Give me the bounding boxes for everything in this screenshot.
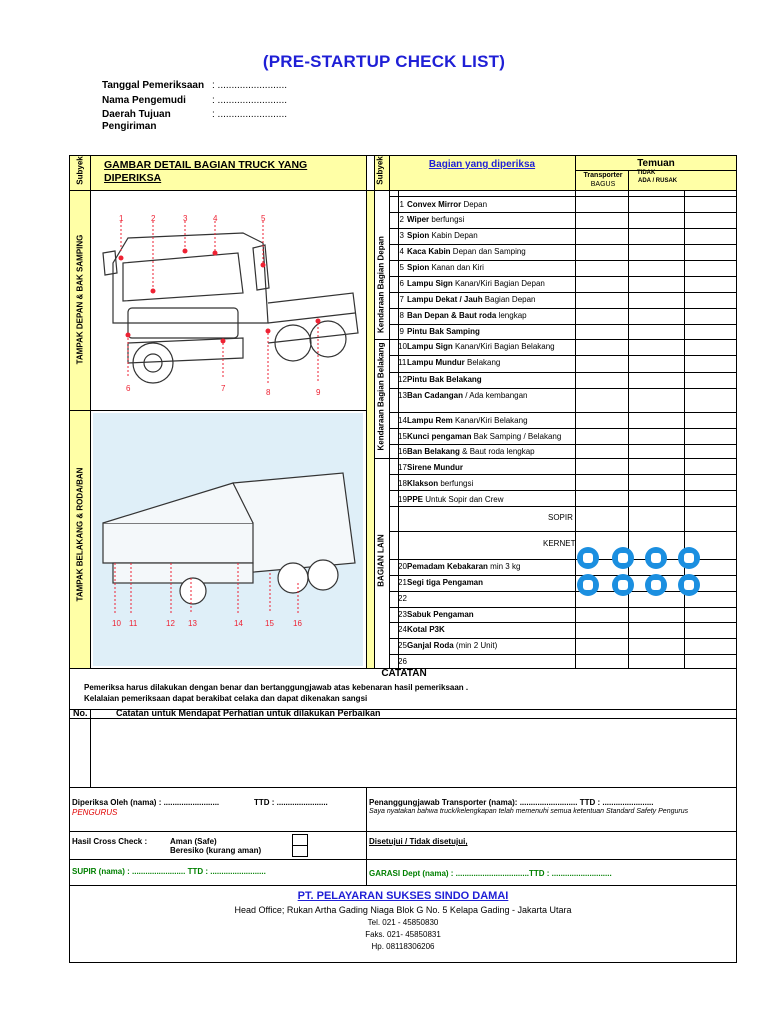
left-header-title: GAMBAR DETAIL BAGIAN TRUCK YANG DIPERIKSA	[104, 159, 308, 184]
pengurus-label: PENGURUS	[72, 808, 118, 817]
diperiksa-oleh[interactable]: Diperiksa Oleh (nama) : .........................	[72, 798, 220, 807]
tidak-header: TIDAK	[637, 170, 656, 176]
item-20: 20Pemadam Kebakaran min 3 kg	[398, 562, 521, 571]
item-4: 4 Kaca Kabin Depan dan Samping	[399, 247, 526, 256]
item-21: 21Segi tiga Pengaman	[398, 578, 484, 587]
item-19: 19PPE Untuk Sopir dan Crew	[398, 495, 504, 504]
transporter-header: Transporter	[583, 172, 623, 179]
item-17: 17Sirene Mundur	[398, 463, 464, 472]
item-12: 12Pintu Bak Belakang	[398, 375, 482, 384]
group-lain-label: BAGIAN LAIN	[376, 534, 386, 587]
aman-label: Aman (Safe)	[170, 837, 217, 846]
callout-7: 7	[221, 384, 226, 393]
bagian-header: Bagian yang diperiksa	[428, 159, 536, 170]
callout-16: 16	[293, 619, 302, 628]
right-subyek-label: Subyek	[375, 156, 385, 185]
company-hp: Hp. 08118306206	[371, 942, 435, 951]
mid-strip-bg	[366, 190, 374, 668]
callout-14: 14	[234, 619, 243, 628]
item-13: 13Ban Cadangan / Ada kembangan	[398, 391, 528, 400]
info-date	[102, 80, 287, 92]
info-driver-label: Nama Pengemudi	[102, 95, 186, 106]
callout-6: 6	[126, 384, 131, 393]
truck-front-drawing	[93, 193, 363, 407]
page-title: (PRE-STARTUP CHECK LIST)	[262, 52, 506, 71]
item-2: 2 Wiper berfungsi	[399, 215, 465, 224]
item-24: 24Kotal P3K	[398, 625, 445, 634]
info-date-label: Tanggal Pemeriksaan	[102, 80, 205, 91]
callout-13: 13	[188, 619, 197, 628]
item-18: 18Klakson berfungsi	[398, 479, 474, 488]
item-8: 8 Ban Depan & Baut roda lengkap	[399, 311, 527, 320]
item-11: 11Lampu Mundur Belakang	[398, 358, 501, 367]
temuan-header: Temuan	[637, 158, 675, 169]
item-7: 7 Lampu Dekat / Jauh Bagian Depan	[399, 295, 536, 304]
disetujui-label: Disetujui / Tidak disetujui,	[369, 837, 468, 846]
callout-2: 2	[151, 214, 156, 223]
catatan-col-header: Catatan untuk Mendapat Perhatian untuk dilakukan Perbaikan	[116, 708, 381, 718]
item-5: 5 Spion Kanan dan Kiri	[399, 263, 484, 272]
bagus-header: BAGUS	[590, 181, 616, 188]
view-front-label: TAMPAK DEPAN & BAK SAMPING	[75, 234, 85, 365]
group-belakang-label: Kendaraan Bagian Belakang	[376, 342, 386, 451]
kernet-label: KERNET	[543, 539, 576, 548]
ttd-pemeriksa[interactable]: TTD : .......................	[254, 798, 328, 807]
info-driver	[102, 95, 287, 107]
sopir-label: SOPIR	[548, 513, 573, 522]
catatan-no-header: No.	[73, 708, 88, 718]
garasi-signature[interactable]: GARASI Dept (nama) : .................................TTD : ...........................	[369, 869, 612, 878]
catatan-title: CATATAN	[381, 668, 427, 679]
item-16: 16Ban Belakang & Baut roda lengkap	[398, 447, 535, 456]
item-22: 22	[398, 594, 407, 603]
item-10: 10Lampu Sign Kanan/Kiri Bagian Belakang	[398, 342, 555, 351]
helmet-icon	[577, 574, 599, 596]
callout-9: 9	[316, 388, 321, 397]
goggles-icon	[645, 547, 667, 569]
callout-3: 3	[183, 214, 188, 223]
earmuff-icon	[612, 574, 634, 596]
vest-icon	[678, 574, 700, 596]
callout-10: 10	[112, 619, 121, 628]
ada-rusak-header: ADA / RUSAK	[638, 178, 678, 184]
goggles-icon	[645, 574, 667, 596]
beresiko-checkbox[interactable]	[292, 845, 308, 857]
truck-rear-drawing	[93, 413, 363, 666]
catatan-line1: Pemeriksa harus dilakukan dengan benar dan bertanggungjawab atas kebenaran hasil pemeriksaan .	[84, 683, 469, 692]
group-depan-label: Kendaraan Bagian Depan	[376, 236, 386, 333]
callout-8: 8	[266, 388, 271, 397]
helmet-icon	[577, 547, 599, 569]
info-driver-value[interactable]: : .........................	[212, 95, 288, 106]
item-25: 25Ganjal Roda (min 2 Unit)	[398, 641, 498, 650]
callout-1: 1	[119, 214, 124, 223]
item-14: 14Lampu Rem Kanan/Kiri Belakang	[398, 416, 528, 425]
item-3: 3 Spion Kabin Depan	[399, 231, 478, 240]
info-destination	[102, 109, 287, 133]
saya-nyatakan: Saya nyatakan bahwa truck/kelengkapan telah memenuhi semua ketentuan Standard Safety Pengurus	[369, 808, 689, 815]
item-23: 23Sabuk Pengaman	[398, 610, 474, 619]
item-1: 1 Convex Mirror Depan	[399, 200, 488, 209]
item-9: 9 Pintu Bak Samping	[399, 327, 480, 336]
vest-icon	[678, 547, 700, 569]
info-destination-label: Daerah Tujuan Pengiriman	[102, 109, 171, 132]
hasil-cross-check: Hasil Cross Check :	[72, 837, 148, 846]
view-rear-label: TAMPAK BELAKANG & RODA/BAN	[75, 467, 85, 602]
item-6: 6 Lampu Sign Kanan/Kiri Bagian Depan	[399, 279, 545, 288]
item-26: 26	[398, 657, 407, 666]
callout-12: 12	[166, 619, 175, 628]
earmuff-icon	[612, 547, 634, 569]
item-15: 15Kunci pengaman Bak Samping / Belakang	[398, 432, 562, 441]
company-fax: Faks. 021- 45850831	[365, 930, 441, 939]
info-date-value[interactable]: : .........................	[212, 80, 288, 91]
info-destination-value[interactable]: : .........................	[212, 109, 288, 120]
beresiko-label: Beresiko (kurang aman)	[170, 846, 262, 855]
catatan-line2: Kelalaian pemeriksaan dapat berakibat celaka dan dapat dikenakan sangsi	[84, 694, 368, 703]
company-office: Head Office; Rukan Artha Gading Niaga Blok G No. 5 Kelapa Gading - Jakarta Utara	[234, 905, 572, 915]
company-name: PT. PELAYARAN SUKSES SINDO DAMAI	[297, 890, 509, 902]
callout-4: 4	[213, 214, 218, 223]
company-tel: Tel. 021 - 45850830	[367, 918, 439, 927]
penanggung-jawab[interactable]: Penanggungjawab Transporter (nama): .......................... TTD : .......................	[369, 798, 654, 807]
row-line	[389, 531, 737, 532]
callout-15: 15	[265, 619, 274, 628]
callout-11: 11	[129, 619, 138, 628]
callout-5: 5	[261, 214, 266, 223]
left-subyek-label: Subyek	[75, 156, 85, 185]
supir-signature[interactable]: SUPIR (nama) : ........................ TTD : .........................	[72, 867, 266, 876]
